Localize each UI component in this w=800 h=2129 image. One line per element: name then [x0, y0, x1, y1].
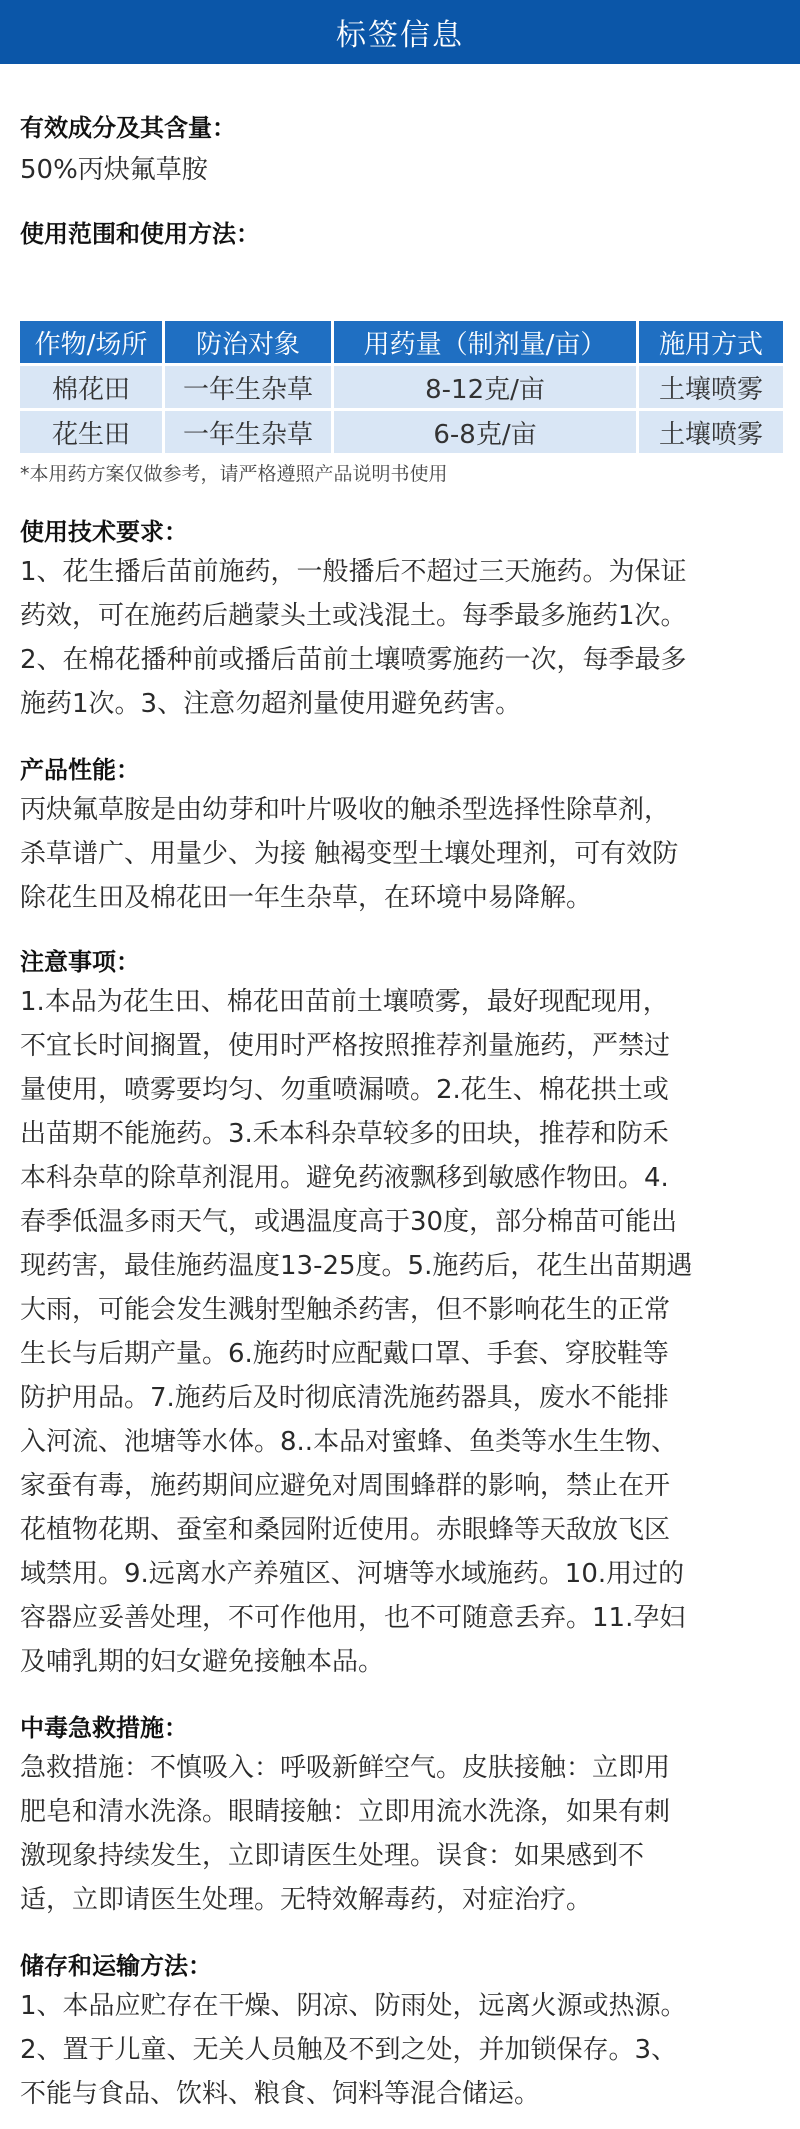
text-line: 急救措施：不慎吸入：呼吸新鲜空气。皮肤接触：立即用: [20, 1753, 671, 1783]
text-line: 适，立即请医生处理。无特效解毒药，对症治疗。: [20, 1885, 593, 1915]
text-line: 出苗期不能施药。3.禾本科杂草较多的田块，推荐和防禾: [20, 1119, 669, 1149]
table-cell: 一年生杂草: [165, 366, 331, 408]
text-line: 容器应妥善处理，不可作他用，也不可随意丢弃。11.孕妇: [20, 1603, 686, 1633]
table-cell: 土壤喷雾: [639, 366, 783, 408]
text-line: 1、花生播后苗前施药，一般播后不超过三天施药。为保证: [20, 557, 687, 587]
text-line: 生长与后期产量。6.施药时应配戴口罩、手套、穿胶鞋等: [20, 1339, 669, 1369]
text-line: 1.本品为花生田、棉花田苗前土壤喷雾，最好现配现用，: [20, 987, 669, 1017]
text-line: 肥皂和清水洗涤。眼睛接触：立即用流水洗涤，如果有刺: [20, 1797, 671, 1827]
label-content: [0, 110, 800, 2116]
section-heading-first-aid: 中毒急救措施：: [20, 1714, 188, 1742]
page-title: 标签信息: [336, 18, 464, 53]
table-header-row: [20, 321, 783, 363]
table-cell: 6-8克/亩: [334, 411, 636, 453]
text-line: 1、本品应贮存在干燥、阴凉、防雨处，远离火源或热源。: [20, 1991, 687, 2021]
text-line: 大雨，可能会发生溅射型触杀药害，但不影响花生的正常: [20, 1295, 671, 1325]
text-line: 花植物花期、蚕室和桑园附近使用。赤眼蜂等天敌放飞区: [20, 1515, 671, 1545]
text-line: 本科杂草的除草剂混用。避免药液飘移到敏感作物田。4.: [20, 1163, 669, 1193]
first-aid-text: [20, 1746, 780, 1922]
table-cell: 棉花田: [20, 366, 162, 408]
section-heading-active-ingredient: 有效成分及其含量：: [20, 114, 236, 142]
text-line: 丙炔氟草胺是由幼芽和叶片吸收的触杀型选择性除草剂，: [20, 795, 671, 825]
table-cell: 花生田: [20, 411, 162, 453]
dosage-table: [17, 318, 786, 456]
text-line: 药效，可在施药后趟蒙头土或浅混土。每季最多施药1次。: [20, 601, 687, 631]
table-cell: 8-12克/亩: [334, 366, 636, 408]
text-line: 域禁用。9.远离水产养殖区、河塘等水域施药。10.用过的: [20, 1559, 685, 1589]
section-heading-product-performance: 产品性能：: [20, 756, 140, 784]
text-line: 及哺乳期的妇女避免接触本品。: [20, 1647, 385, 1677]
section-heading-technical-requirements: 使用技术要求：: [20, 518, 188, 546]
section-heading-precautions: 注意事项：: [20, 948, 140, 976]
text-line: 现药害，最佳施药温度13-25度。5.施药后，花生出苗期遇: [20, 1251, 693, 1281]
product-performance-text: [20, 788, 780, 920]
text-line: 不宜长时间搁置，使用时严格按照推荐剂量施药，严禁过: [20, 1031, 671, 1061]
text-line: 春季低温多雨天气，或遇温度高于30度，部分棉苗可能出: [20, 1207, 678, 1237]
active-ingredient-value: 50%丙炔氟草胺: [20, 155, 208, 185]
text-line: 2、在棉花播种前或播后苗前土壤喷雾施药一次，每季最多: [20, 645, 687, 675]
text-line: 除花生田及棉花田一年生杂草，在环境中易降解。: [20, 883, 593, 913]
section-heading-storage: 储存和运输方法：: [20, 1952, 212, 1980]
table-header-cell: 防治对象: [165, 321, 331, 363]
table-cell: 土壤喷雾: [639, 411, 783, 453]
text-line: 激现象持续发生，立即请医生处理。误食：如果感到不: [20, 1841, 645, 1871]
precautions-text: [20, 980, 780, 1684]
table-row: [20, 411, 783, 453]
table-header-cell: 用药量（制剂量/亩）: [334, 321, 636, 363]
text-line: 杀草谱广、用量少、为接 触褐变型土壤处理剂，可有效防: [20, 839, 679, 869]
text-line: 施药1次。3、注意勿超剂量使用避免药害。: [20, 689, 522, 719]
technical-requirements-text: [20, 550, 780, 726]
text-line: 家蚕有毒，施药期间应避免对周围蜂群的影响，禁止在开: [20, 1471, 671, 1501]
text-line: 入河流、池塘等水体。8..本品对蜜蜂、鱼类等水生生物、: [20, 1427, 678, 1457]
table-row: [20, 366, 783, 408]
storage-text: [20, 1984, 780, 2116]
table-footnote: *本用药方案仅做参考，请严格遵照产品说明书使用: [20, 463, 448, 485]
text-line: 2、置于儿童、无关人员触及不到之处，并加锁保存。3、: [20, 2035, 678, 2065]
text-line: 不能与食品、饮料、粮食、饲料等混合储运。: [20, 2079, 541, 2109]
header-bar: [0, 0, 800, 64]
text-line: 量使用，喷雾要均匀、勿重喷漏喷。2.花生、棉花拱土或: [20, 1075, 669, 1105]
table-cell: 一年生杂草: [165, 411, 331, 453]
table-header-cell: 施用方式: [639, 321, 783, 363]
text-line: 防护用品。7.施药后及时彻底清洗施药器具，废水不能排: [20, 1383, 669, 1413]
section-heading-usage-scope: 使用范围和使用方法：: [20, 220, 260, 248]
table-header-cell: 作物/场所: [20, 321, 162, 363]
